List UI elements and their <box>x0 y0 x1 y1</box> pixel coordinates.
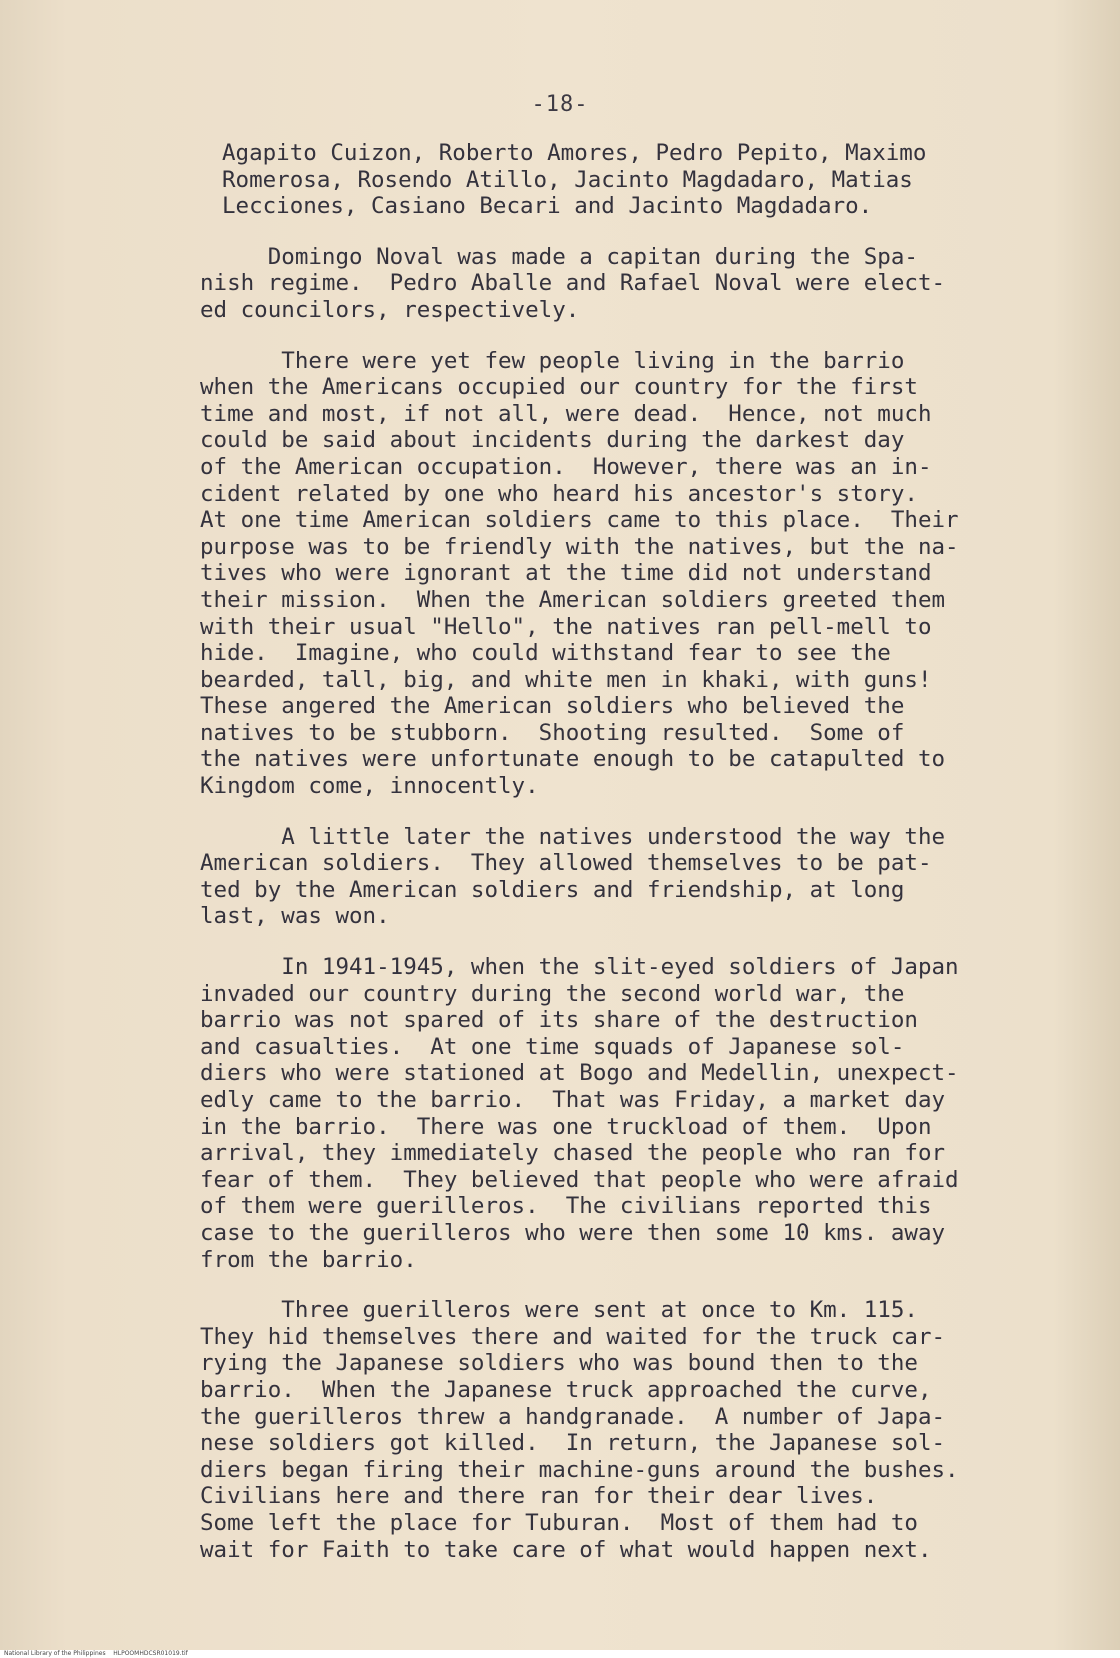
text-line: They hid themselves there and waited for the truck car- <box>200 1323 946 1350</box>
text-line: nish regime. Pedro Aballe and Rafael Noval were elect- <box>200 270 946 297</box>
text-line: ted by the American soldiers and friendship, at long <box>200 876 905 903</box>
text-line: tives who were ignorant at the time did not understand <box>200 560 932 587</box>
text-line: natives to be stubborn. Shooting resulted. Some of <box>200 719 905 746</box>
text-line: fear of them. They believed that people who were afraid <box>200 1166 959 1193</box>
text-line: Romerosa, Rosendo Atillo, Jacinto Magdadaro, Matias <box>222 166 913 193</box>
text-line: American soldiers. They allowed themselves to be pat- <box>200 850 932 877</box>
text-line: could be said about incidents during the darkest day <box>200 427 905 454</box>
footer-filename: HLPOOMHDCSR01019.tif <box>113 1650 188 1657</box>
text-line: the natives were unfortunate enough to be catapulted to <box>200 746 946 773</box>
text-line: nese soldiers got killed. In return, the Japanese sol- <box>200 1430 946 1457</box>
text-line: diers who were stationed at Bogo and Medellin, unexpect- <box>200 1060 959 1087</box>
text-line: case to the guerilleros who were then some 10 kms. away <box>200 1219 946 1246</box>
text-line: Domingo Noval was made a capitan during the Spa- <box>200 243 918 270</box>
text-line: arrival, they immediately chased the people who ran for <box>200 1140 946 1167</box>
text-line: Some left the place for Tuburan. Most of them had to <box>200 1509 918 1536</box>
paragraph <box>200 824 1100 930</box>
text-line: Lecciones, Casiano Becari and Jacinto Magdadaro. <box>222 193 873 220</box>
paragraph <box>222 140 1100 220</box>
paragraph <box>200 1297 1100 1563</box>
text-line: invaded our country during the second world war, the <box>200 980 905 1007</box>
text-line: the guerilleros threw a handgranade. A number of Japa- <box>200 1403 946 1430</box>
footer-source: National Library of the Philippines <box>4 1650 106 1657</box>
paragraph <box>200 348 1100 800</box>
text-line: Civilians here and there ran for their dear lives. <box>200 1483 878 1510</box>
text-line: from the barrio. <box>200 1246 417 1273</box>
text-line: A little later the natives understood the way the <box>200 823 946 850</box>
text-line: of them were guerilleros. The civilians reported this <box>200 1193 932 1220</box>
text-line: rying the Japanese soldiers who was bound then to the <box>200 1350 918 1377</box>
text-line: and casualties. At one time squads of Japanese sol- <box>200 1033 905 1060</box>
body-text <box>200 140 1100 1587</box>
text-line: There were yet few people living in the barrio <box>200 347 905 374</box>
text-line: when the Americans occupied our country for the first <box>200 374 918 401</box>
text-line: with their usual "Hello", the natives ran pell-mell to <box>200 613 932 640</box>
text-line: of the American occupation. However, there was an in- <box>200 453 932 480</box>
text-line: purpose was to be friendly with the natives, but the na- <box>200 533 959 560</box>
text-line: ed councilors, respectively. <box>200 296 580 323</box>
text-line: wait for Faith to take care of what would happen next. <box>200 1536 932 1563</box>
text-line: diers began firing their machine-guns around the bushes. <box>200 1456 959 1483</box>
text-line: edly came to the barrio. That was Friday, a market day <box>200 1087 946 1113</box>
text-line: time and most, if not all, were dead. Hence, not much <box>200 400 932 427</box>
paragraph <box>200 244 1100 324</box>
text-line: In 1941-1945, when the slit-eyed soldiers of Japan <box>200 954 959 981</box>
paragraph <box>200 954 1100 1273</box>
text-line: At one time American soldiers came to this place. Their <box>200 507 959 534</box>
text-line: Agapito Cuizon, Roberto Amores, Pedro Pepito, Maximo <box>222 140 927 166</box>
text-line: hide. Imagine, who could withstand fear to see the <box>200 640 891 667</box>
text-line: Kingdom come, innocently. <box>200 773 539 800</box>
text-line: their mission. When the American soldiers greeted them <box>200 586 946 613</box>
text-line: cident related by one who heard his ancestor's story. <box>200 480 918 507</box>
text-line: barrio. When the Japanese truck approached the curve, <box>200 1376 932 1403</box>
page-number: -18- <box>531 92 589 117</box>
text-line: last, was won. <box>200 903 390 930</box>
text-line: bearded, tall, big, and white men in khaki, with guns! <box>200 666 932 693</box>
text-line: These angered the American soldiers who believed the <box>200 693 905 720</box>
text-line: barrio was not spared of its share of the destruction <box>200 1007 918 1034</box>
text-line: Three guerilleros were sent at once to Km. 115. <box>200 1297 918 1324</box>
scan-footer <box>0 1650 1120 1658</box>
text-line: in the barrio. There was one truckload of them. Upon <box>200 1113 932 1140</box>
